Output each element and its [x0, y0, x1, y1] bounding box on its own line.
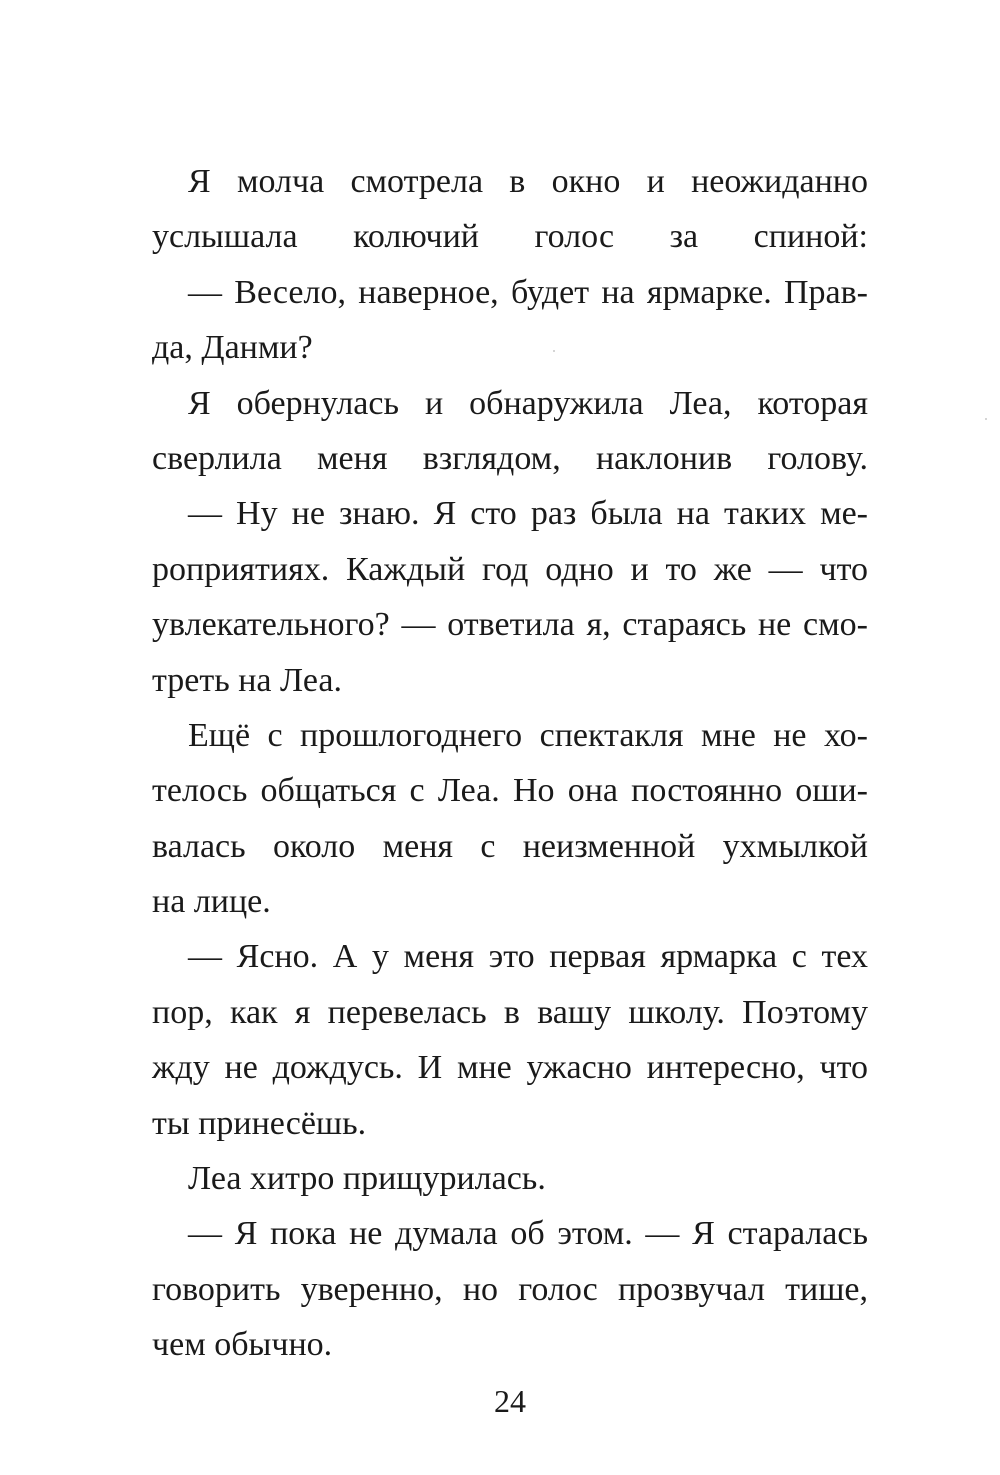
text-line: да, Данми?: [152, 329, 313, 367]
text-line: — Ясно. А у меня это первая ярмарка с тех: [188, 938, 868, 976]
text-line: — Весело, наверное, будет на ярмарке. Прав-: [188, 273, 868, 311]
text-line: ты принесёшь.: [152, 1104, 367, 1142]
text-line: роприятиях. Каждый год одно и то же — что: [152, 550, 868, 588]
text-line: пор, как я перевелась в вашу школу. Поэтому: [152, 993, 868, 1031]
text-line: телось общаться с Леа. Но она постоянно оши-: [152, 772, 868, 810]
text-line: — Ну не знаю. Я сто раз была на таких ме-: [188, 495, 868, 533]
text-line: услышала колючий голос за спиной:: [152, 218, 868, 256]
page-number: 24: [494, 1383, 526, 1419]
text-line: говорить уверенно, но голос прозвучал тише,: [152, 1270, 868, 1308]
text-line: сверлила меня взглядом, наклонив голову.: [152, 439, 868, 477]
text-line: Я обернулась и обнаружила Леа, которая: [188, 384, 868, 422]
text-line: треть на Леа.: [152, 661, 342, 699]
text-line: чем обычно.: [152, 1326, 333, 1364]
text-line: увлекательного? — ответила я, стараясь не смо-: [152, 606, 868, 644]
scan-speck: [553, 350, 555, 352]
text-line: жду не дождусь. И мне ужасно интересно, что: [152, 1049, 868, 1087]
text-line: Ещё с прошлогоднего спектакля мне не хо-: [188, 716, 868, 754]
text-line: на лице.: [152, 883, 271, 921]
page-text: [152, 154, 868, 1373]
text-line: Леа хитро прищурилась.: [188, 1160, 546, 1198]
scan-speck: [985, 418, 987, 420]
text-line: валась около меня с неизменной ухмылкой: [152, 827, 868, 865]
text-line: — Я пока не думала об этом. — Я старалась: [188, 1215, 868, 1253]
text-line: Я молча смотрела в окно и неожиданно: [188, 163, 868, 200]
